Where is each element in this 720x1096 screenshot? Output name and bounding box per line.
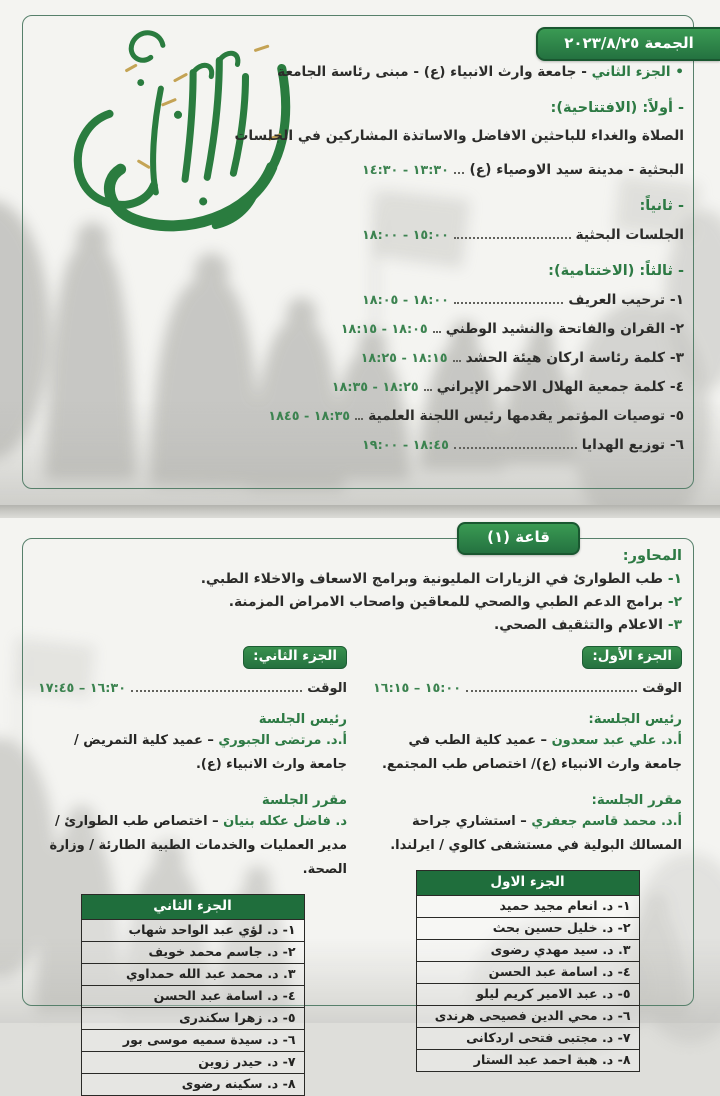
schedule-item-label: ٦- توزيع الهدايا [581,436,684,453]
schedule-item [331,378,684,395]
schedule-item-label: البحثية - مدينة سيد الاوصياء (ع) [469,161,684,178]
schedule-item-time: ١٥:٠٠ - ١٨:٠٠ [362,227,449,243]
table-row: ٣. د. سيد مهدي رضوى [416,940,639,962]
dotted-leader [454,237,571,239]
part1-column [373,645,682,1096]
time-value: ١٦:٣٠ – ١٧:٤٥ [38,681,127,696]
hall-badge: قاعة (١) [457,522,580,555]
table-row: ٥- د. زهرا سكندرى [81,1008,304,1030]
chair-label: رئيس الجلسة: [588,712,682,727]
schedule-item [362,350,684,366]
table-row: ٤- د. اسامة عبد الحسن [81,986,304,1008]
part2-column [38,645,347,1096]
dotted-leader [355,418,363,420]
table-row: ٤- د. اسامة عبد الحسن [416,962,639,984]
hall1-program [38,548,682,1096]
rapporteur-label: مقرر الجلسة [261,793,347,809]
topics-heading: المحاور: [622,548,682,564]
part1-members-table [416,870,640,1072]
chair-person: أ.د. مرتضى الجبوري – عميد كلية التمريض / جامعة وارث الانبياء (ع). [73,733,347,773]
dotted-leader [433,331,441,333]
time-value: ١٥:٠٠ – ١٦:١٥ [373,681,462,696]
schedule-item-label: ٤- كلمة جمعية الهلال الاحمر الإيراني [436,378,684,395]
table-row: ٦- د. سيدة سميه موسى بور [81,1030,304,1052]
program-page-hall1 [0,518,720,1092]
part-highlight: • الجزء الثاني [591,64,684,80]
schedule-item-label: ٣- كلمة رئاسة اركان هيئة الحشد [465,349,684,366]
table-row: ٧- د. مجتبى فتحى اردكانى [416,1028,639,1050]
time-label: الوقت [642,681,682,696]
schedule-item [268,407,684,424]
table-row: ٦- د. محي الدين فصيحى هرندى [416,1006,639,1028]
schedule-item-time: ١٣:٣٠ - ١٤:٣٠ [362,162,449,178]
table-row: ٨- د. سكينه رضوى [81,1074,304,1096]
schedule-item [362,162,684,178]
dotted-leader [453,360,461,362]
part1-badge: الجزء الأول: [582,646,682,669]
topic-item: ٣- الاعلام والتثقيف الصحي. [494,617,682,633]
table-row: ٢- د. خليل حسين بحث [416,918,639,940]
schedule-item-time: ١٨:٠٠ - ١٨:٠٥ [362,292,449,308]
schedule-item-label: ١- ترحيب العريف [568,291,684,308]
schedule-item [340,320,684,337]
chair-label: رئيس الجلسة [258,712,347,727]
schedule-item-label: ٢- القران والفاتحة والنشيد الوطني [445,320,684,337]
time-row [373,681,682,696]
opening-paragraph: الصلاة والغداء للباحثين الافاضل والاساتذة المشاركين في الجلسات [234,128,684,144]
dotted-leader [454,302,563,304]
table-header: الجزء الثاني [81,895,304,920]
table-row: ٥- د. عبد الامير كريم ليلو [416,984,639,1006]
schedule-item-time: ١٨:٢٥ - ١٨:٣٥ [331,379,419,395]
table-header: الجزء الاول [416,871,639,896]
table-row: ٢- د. جاسم محمد خويف [81,942,304,964]
dotted-leader [424,389,432,391]
dotted-leader [466,690,637,692]
topic-item: ٢- برامج الدعم الطبي والصحي للمعاقين واصحاب الامراض المزمنة. [228,594,682,610]
session-columns [38,645,682,1096]
topic-item: ١- طب الطوارئ في الزيارات المليونية وبرامج الاسعاف والاخلاء الطبي. [200,571,682,587]
part2-badge: الجزء الثاني: [243,646,347,669]
part2-members-table [81,894,305,1096]
date-badge: الجمعة ٢٠٢٣/٨/٢٥ [536,27,720,61]
rapporteur-label: مقرر الجلسة: [591,793,682,809]
rapporteur-person: د. فاضل عكله بنيان – اختصاص طب الطوارئ / مدير العمليات والخدمات الطبية الطارئة / وزارة الصحة. [49,814,347,878]
program-page-general [0,0,720,505]
chair-person: أ.د. علي عبد سعدون – عميد كلية الطب في جامعة وارث الانبياء (ع)/ اختصاص طب المجتمع. [381,733,682,773]
schedule-item-time: ١٨:٤٥ - ١٩:٠٠ [362,437,449,453]
table-row: ٣. د. محمد عبد الله حمداوي [81,964,304,986]
schedule-item [362,292,684,308]
page-separator [0,505,720,518]
time-label: الوقت [307,681,347,696]
table-row: ٨- د. هبة احمد عبد الستار [416,1050,639,1072]
rapporteur-person: أ.د. محمد قاسم جعفري – استشاري جراحة المسالك البولية في مستشفى كالوي / ايرلندا. [390,814,682,854]
dotted-leader [454,172,464,174]
general-program [234,64,684,466]
dotted-leader [131,690,302,692]
time-row [38,681,347,696]
section-third-heading: - ثالثاً: (الاختتامية): [548,262,684,279]
schedule-item [362,437,684,453]
section-second-heading: - ثانياً: [639,197,684,214]
schedule-item [362,227,684,243]
dotted-leader [454,447,577,449]
schedule-item-label: ٥- توصيات المؤتمر يقدمها رئيس اللجنة العلمية [368,407,684,424]
table-row: ١- د. لؤي عبد الواحد شهاب [81,920,304,942]
schedule-item-label: الجلسات البحثية [575,226,684,243]
section-first-heading: - أولاً: (الافتتاحية): [550,100,684,116]
schedule-item-time: ١٨:٣٥ - ١٨٤٥ [268,408,351,424]
table-row: ٧- د. حيدر زوين [81,1052,304,1074]
schedule-item-time: ١٨:٠٥ - ١٨:١٥ [340,321,428,337]
table-row: ١- د. انعام مجيد حميد [416,896,639,918]
venue-line: • الجزء الثاني - جامعة وارث الانبياء (ع) - مبنى رئاسة الجامعة [277,64,684,80]
schedule-item-time: ١٨:١٥ - ١٨:٢٥ [360,350,448,366]
